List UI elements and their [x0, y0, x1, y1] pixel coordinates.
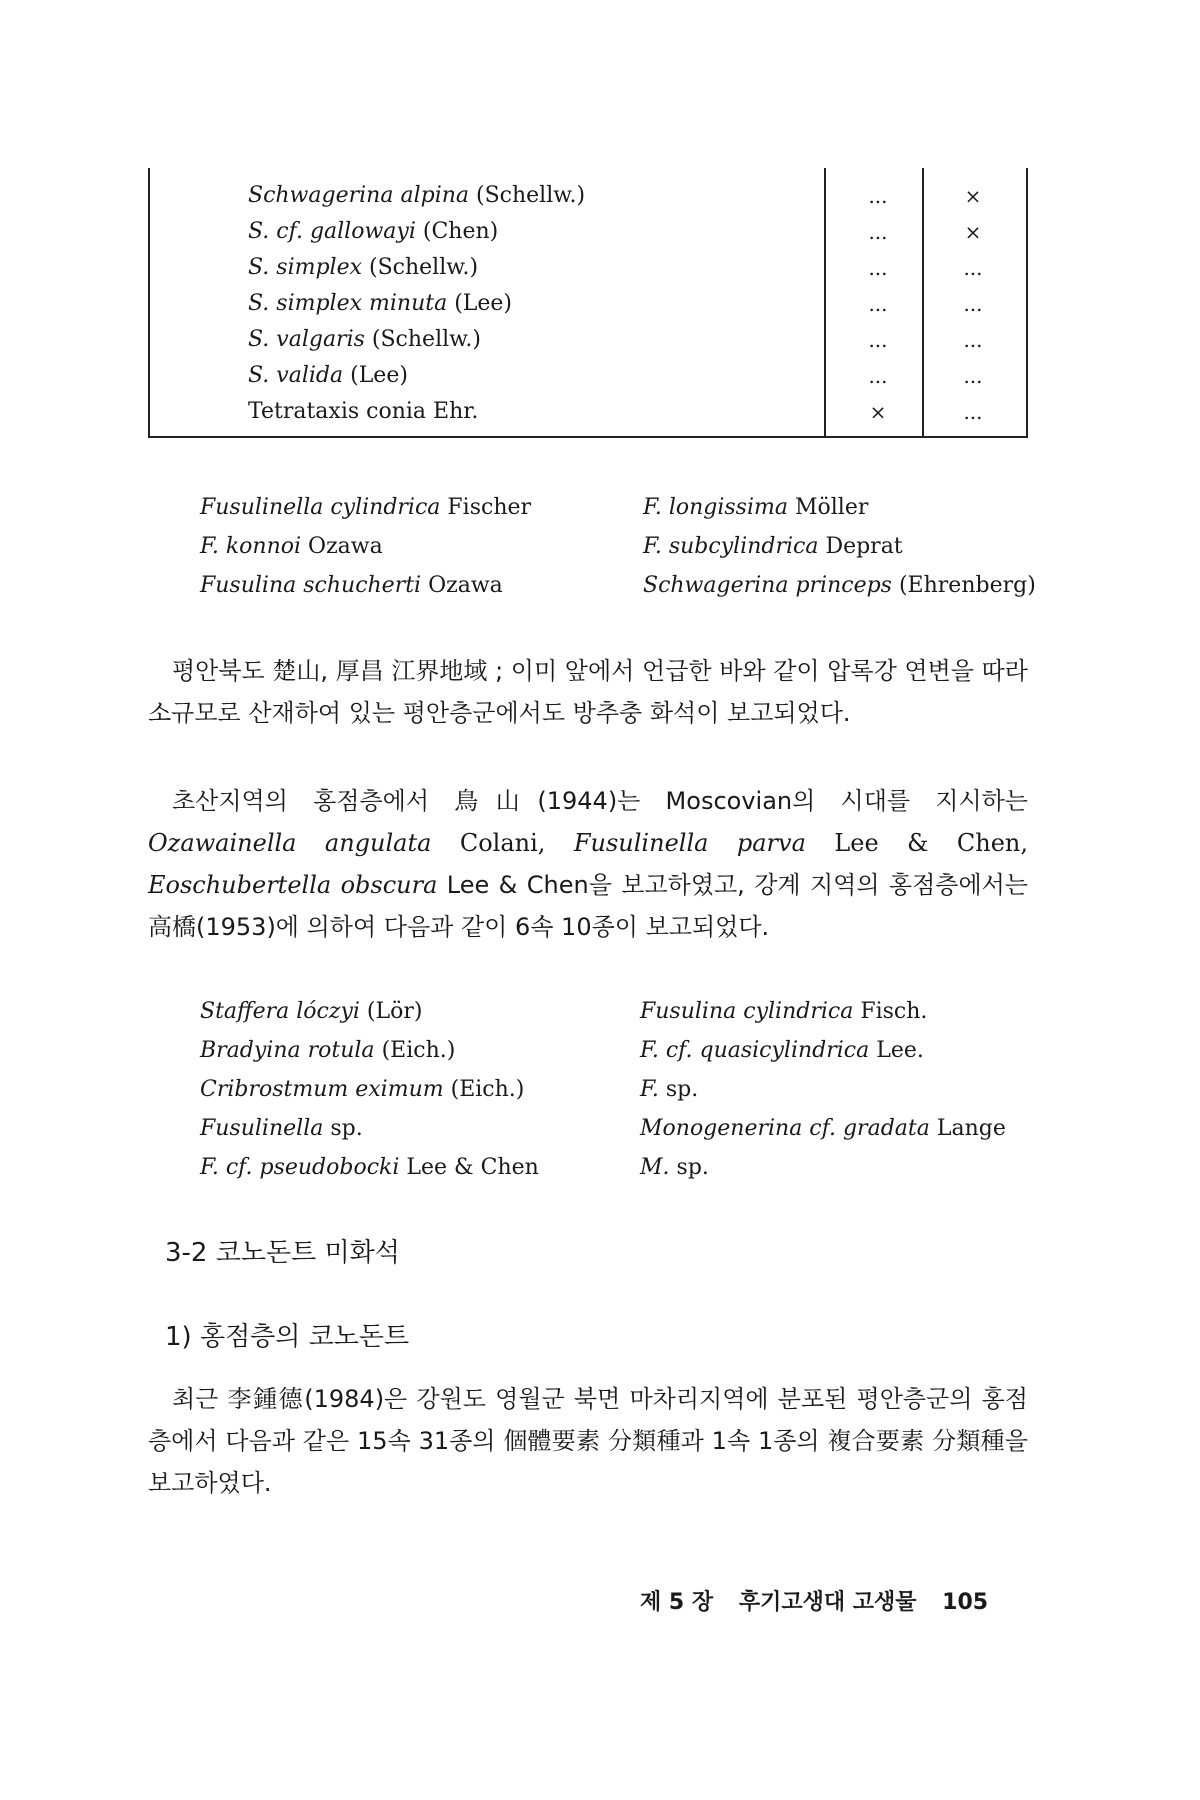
taxon-name: Ozawainella angulata — [148, 829, 432, 857]
list-item: F. konnoi Ozawa — [200, 534, 383, 559]
occurrence-cell: × — [964, 184, 982, 208]
table-row — [148, 178, 1028, 214]
occurrence-cell: ... — [868, 220, 888, 244]
table-row — [148, 322, 1028, 358]
species-name: S. valida (Lee) — [248, 363, 408, 388]
chapter-title: 후기고생대 고생물 — [738, 1590, 917, 1615]
occurrence-cell: ... — [963, 364, 983, 388]
list-item: Cribrostmum eximum (Eich.) — [200, 1077, 525, 1102]
list-item: F. cf. pseudobocki Lee & Chen — [200, 1155, 539, 1180]
list-item: F. sp. — [640, 1077, 699, 1102]
occurrence-cell: ... — [868, 256, 888, 280]
occurrence-cell: ... — [868, 184, 888, 208]
occurrence-cell: × — [964, 220, 982, 244]
taxon-name: Fusulinella parva — [573, 829, 806, 857]
species-list-right — [643, 488, 1036, 605]
chapter-label: 제 5 장 — [640, 1590, 714, 1615]
species-name: Schwagerina alpina (Schellw.) — [248, 183, 586, 208]
species-list-right — [640, 992, 1006, 1187]
list-item: Fusulinella cylindrica Fischer — [200, 495, 532, 520]
occurrence-cell: ... — [963, 292, 983, 316]
species-name: S. cf. gallowayi (Chen) — [248, 219, 499, 244]
occurrence-cell: ... — [963, 328, 983, 352]
list-item: Monogenerina cf. gradata Lange — [640, 1116, 1006, 1141]
list-item: Fusulina schucherti Ozawa — [200, 573, 503, 598]
list-item: M. sp. — [640, 1155, 709, 1180]
species-list-left — [200, 488, 531, 605]
body-paragraph: 평안북도 楚山, 厚昌 江界地域 ; 이미 앞에서 언급한 바와 같이 압록강 연변을 따라 소규모로 산재하여 있는 평안층군에서도 방추충 화석이 보고되었다. — [148, 657, 1028, 727]
species-name: S. valgaris (Schellw.) — [248, 327, 481, 352]
table-bottom-rule — [148, 436, 1028, 438]
species-name: Tetrataxis conia Ehr. — [248, 399, 479, 424]
table-row — [148, 286, 1028, 322]
body-paragraph: 초산지역의 홍점층에서 鳥山(1944)는 Moscovian의 시대를 지시하는 Ozawainella angulata Colani, Fusulinella parva Lee & Chen, Eoschubertella obscura Lee & Chen을 보고하였고, 강계 지역의 홍점층에서는 高橋(1953)에 의하여 다음과 같이 6속 10종이 보고되었다. — [148, 787, 1028, 941]
occurrence-cell: ... — [963, 256, 983, 280]
section-heading: 3-2 코노돈트 미화석 — [165, 1238, 400, 1268]
species-table — [148, 168, 1028, 438]
page-footer — [640, 1585, 1006, 1616]
list-item: F. longissima Möller — [643, 495, 869, 520]
occurrence-cell: ... — [963, 400, 983, 424]
occurrence-cell: × — [869, 400, 887, 424]
list-item: Fusulina cylindrica Fisch. — [640, 999, 928, 1024]
taxon-name: Eoschubertella obscura — [148, 871, 438, 899]
species-name: S. simplex minuta (Lee) — [248, 291, 513, 316]
occurrence-cell: ... — [868, 292, 888, 316]
table-row — [148, 214, 1028, 250]
species-name: S. simplex (Schellw.) — [248, 255, 479, 280]
table-row — [148, 358, 1028, 394]
body-paragraph: 최근 李鍾德(1984)은 강원도 영월군 북면 마차리지역에 분포된 평안층군의 홍점층에서 다음과 같은 15속 31종의 個體要素 分類種과 1속 1종의 複合要素 分類種을 보고하였다. — [148, 1385, 1028, 1497]
list-item: F. subcylindrica Deprat — [643, 534, 903, 559]
page-number: 105 — [942, 1590, 989, 1615]
list-item: Fusulinella sp. — [200, 1116, 363, 1141]
table-row — [148, 250, 1028, 286]
list-item: Staffera lóczyi (Lör) — [200, 999, 423, 1024]
species-list-left — [200, 992, 539, 1187]
subsection-heading: 1) 홍점층의 코노돈트 — [165, 1322, 410, 1352]
list-item: Schwagerina princeps (Ehrenberg) — [643, 573, 1036, 598]
occurrence-cell: ... — [868, 364, 888, 388]
list-item: Bradyina rotula (Eich.) — [200, 1038, 456, 1063]
table-row — [148, 394, 1028, 430]
list-item: F. cf. quasicylindrica Lee. — [640, 1038, 924, 1063]
occurrence-cell: ... — [868, 328, 888, 352]
